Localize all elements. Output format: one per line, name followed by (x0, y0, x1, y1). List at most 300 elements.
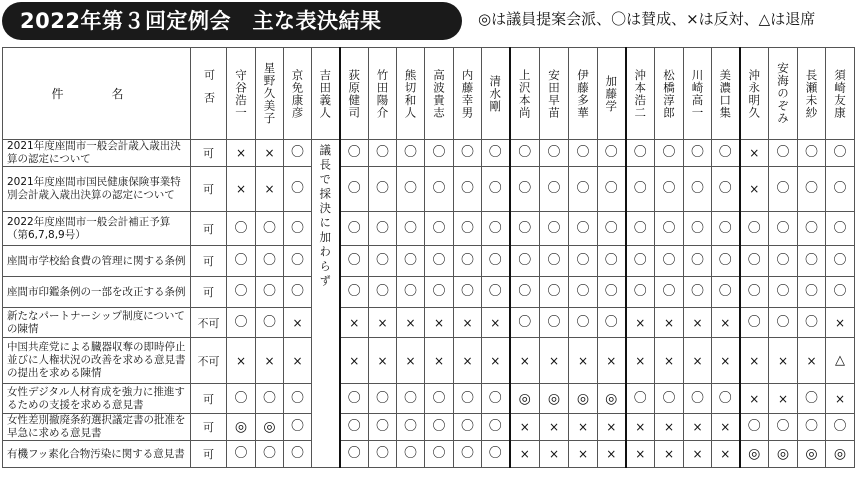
vote-mark: 〇 (833, 220, 847, 236)
bill-result: 可 (191, 414, 227, 441)
vote-mark: ◎ (547, 390, 561, 407)
vote-cell (684, 246, 712, 277)
vote-cell (684, 167, 712, 212)
vote-cell (598, 308, 626, 338)
vote-cell (798, 277, 826, 308)
vote-cell (425, 338, 454, 384)
vote-mark: × (548, 447, 560, 461)
vote-mark: 〇 (576, 314, 590, 330)
vote-cell (540, 414, 569, 441)
vote-mark: 〇 (804, 253, 818, 268)
vote-cell (340, 246, 369, 277)
vote-mark: 〇 (290, 284, 304, 299)
vote-cell (369, 384, 397, 414)
vote-cell (227, 140, 256, 167)
member-header (397, 48, 425, 140)
vote-mark: × (749, 353, 760, 368)
bill-row (3, 414, 855, 441)
vote-cell (540, 246, 569, 277)
vote-cell (769, 384, 798, 414)
vote-cell (397, 246, 425, 277)
vote-cell (454, 441, 482, 468)
bill-row (3, 338, 855, 384)
bill-name: 座間市学校給食費の管理に関する条例 (3, 246, 191, 277)
vote-mark: 〇 (747, 284, 761, 299)
vote-cell (369, 414, 397, 441)
vote-cell (740, 277, 769, 308)
member-name: 清水剛 (488, 74, 503, 113)
vote-mark: × (692, 353, 703, 368)
vote-cell (256, 308, 284, 338)
vote-cell (482, 212, 510, 246)
vote-cell (454, 167, 482, 212)
vote-mark: 〇 (347, 253, 361, 268)
vote-mark: 〇 (518, 181, 532, 196)
member-header (798, 48, 826, 140)
vote-cell (569, 384, 598, 414)
vote-cell (712, 277, 740, 308)
bill-row (3, 308, 855, 338)
vote-mark: 〇 (633, 284, 647, 299)
vote-cell (256, 246, 284, 277)
vote-cell (284, 441, 312, 468)
vote-mark: 〇 (375, 181, 389, 196)
bill-result: 不可 (191, 308, 227, 338)
vote-mark: 〇 (633, 390, 647, 406)
member-header (425, 48, 454, 140)
vote-cell (655, 338, 684, 384)
vote-cell (655, 212, 684, 246)
vote-mark: 〇 (403, 284, 417, 299)
vote-mark: 〇 (662, 145, 676, 160)
bill-name: 女性デジタル人材育成を強力に推進するための支援を求める意見書 (3, 384, 191, 414)
member-name: 松橋淳郎 (662, 68, 676, 119)
vote-mark: 〇 (290, 253, 304, 268)
member-name: 美濃口集 (718, 68, 733, 119)
vote-cell (740, 338, 769, 384)
vote-cell (340, 414, 369, 441)
vote-mark: ◎ (833, 446, 847, 462)
vote-cell (256, 212, 284, 246)
vote-cell (826, 140, 855, 167)
vote-cell (626, 338, 655, 384)
vote-cell (284, 338, 312, 384)
vote-mark: 〇 (833, 145, 847, 160)
vote-mark: 〇 (234, 253, 248, 268)
vote-mark: 〇 (375, 145, 389, 160)
vote-cell (655, 414, 684, 441)
vote-mark: 〇 (662, 181, 676, 196)
header-row (3, 48, 855, 140)
vote-mark: 〇 (375, 220, 389, 236)
vote-mark: 〇 (518, 253, 532, 268)
vote-mark: × (635, 315, 646, 330)
vote-cell (826, 167, 855, 212)
vote-mark: × (777, 353, 789, 368)
vote-mark: 〇 (604, 284, 618, 299)
vote-mark: 〇 (576, 284, 590, 299)
vote-cell (369, 308, 397, 338)
member-name: 内藤幸男 (460, 68, 475, 119)
vote-mark: × (548, 353, 560, 368)
vote-mark: 〇 (460, 419, 474, 434)
vote-cell (740, 384, 769, 414)
vote-cell (598, 277, 626, 308)
vote-cell (684, 384, 712, 414)
vote-cell (540, 277, 569, 308)
vote-mark: 〇 (403, 419, 417, 434)
vote-mark: ◎ (263, 419, 276, 435)
vote-mark: 〇 (690, 253, 704, 268)
vote-cell (712, 246, 740, 277)
vote-cell (798, 167, 826, 212)
vote-mark: × (577, 447, 589, 461)
vote-mark: 〇 (833, 253, 847, 268)
vote-cell (740, 140, 769, 167)
vote-cell (256, 414, 284, 441)
vote-cell (340, 212, 369, 246)
vote-cell (598, 246, 626, 277)
vote-cell (425, 140, 454, 167)
vote-cell (769, 414, 798, 441)
vote-mark: 〇 (403, 446, 417, 461)
vote-mark: 〇 (776, 181, 790, 196)
vote-mark: × (349, 315, 360, 330)
vote-cell (397, 338, 425, 384)
vote-cell (798, 441, 826, 468)
bill-row (3, 140, 855, 167)
vote-cell (569, 212, 598, 246)
vote-cell (227, 277, 256, 308)
vote-cell (540, 212, 569, 246)
vote-cell (684, 140, 712, 167)
vote-mark: 〇 (290, 181, 304, 196)
member-name: 上沢本尚 (517, 68, 532, 119)
vote-mark: 〇 (604, 314, 618, 330)
bill-name: 有機フッ素化合物汚染に関する意見書 (3, 441, 191, 468)
vote-cell (569, 277, 598, 308)
vote-mark: 〇 (633, 181, 647, 196)
member-header (256, 48, 284, 140)
vote-mark: 〇 (488, 284, 502, 299)
vote-cell (369, 441, 397, 468)
vote-mark: 〇 (347, 181, 361, 196)
member-header (740, 48, 769, 140)
vote-cell (798, 140, 826, 167)
vote-mark: 〇 (547, 145, 561, 160)
vote-cell (598, 338, 626, 384)
vote-mark: 〇 (690, 145, 704, 160)
vote-mark: 〇 (262, 390, 276, 406)
member-name: 京免康彦 (290, 68, 305, 119)
vote-cell (227, 441, 256, 468)
vote-mark: 〇 (347, 390, 361, 406)
vote-cell (482, 384, 510, 414)
vote-mark: 〇 (576, 181, 590, 196)
vote-cell (340, 277, 369, 308)
vote-mark: ◎ (776, 446, 790, 462)
vote-cell (740, 441, 769, 468)
vote-cell (655, 441, 684, 468)
member-name: 伊藤多華 (576, 68, 590, 119)
vote-mark: ◎ (518, 390, 531, 407)
vote-cell (482, 167, 510, 212)
vote-cell (340, 167, 369, 212)
vote-mark: × (577, 420, 589, 434)
vote-mark: × (292, 353, 303, 368)
vote-cell (569, 167, 598, 212)
vote-mark: 〇 (460, 220, 474, 236)
member-header (598, 48, 626, 140)
member-name: 川崎高一 (690, 68, 705, 119)
member-name: 長瀬未紗 (804, 68, 819, 119)
vote-mark: 〇 (633, 145, 647, 160)
vote-cell (769, 246, 798, 277)
vote-cell (826, 308, 855, 338)
vote-mark: 〇 (633, 253, 647, 268)
vote-cell (626, 414, 655, 441)
member-header (540, 48, 569, 140)
vote-mark: 〇 (403, 145, 417, 160)
member-name: 高波貴志 (432, 68, 446, 119)
member-header (340, 48, 369, 140)
vote-cell (510, 246, 540, 277)
vote-mark: 〇 (460, 446, 474, 461)
member-header (284, 48, 312, 140)
member-name: 須崎友康 (833, 68, 847, 119)
vote-cell (510, 338, 540, 384)
vote-mark: 〇 (403, 181, 417, 196)
member-header (655, 48, 684, 140)
vote-mark: 〇 (432, 220, 446, 236)
vote-cell (340, 308, 369, 338)
vote-mark: × (606, 420, 617, 434)
vote-cell (340, 140, 369, 167)
vote-cell (510, 140, 540, 167)
vote-mark: 〇 (690, 220, 704, 236)
vote-mark: ◎ (234, 419, 248, 435)
bill-row (3, 384, 855, 414)
vote-cell (397, 441, 425, 468)
vote-cell (369, 140, 397, 167)
vote-cell (798, 384, 826, 414)
vote-cell (284, 212, 312, 246)
vote-mark: × (663, 420, 675, 434)
vote-cell (540, 384, 569, 414)
vote-mark: 〇 (347, 284, 361, 299)
vote-cell (598, 414, 626, 441)
vote-mark: 〇 (432, 446, 446, 461)
bill-result: 可 (191, 277, 227, 308)
vote-cell (569, 414, 598, 441)
vote-cell (655, 384, 684, 414)
vote-mark: 〇 (747, 314, 761, 330)
vote-cell (712, 414, 740, 441)
vote-cell (369, 277, 397, 308)
vote-mark: 〇 (262, 446, 276, 461)
vote-cell (284, 167, 312, 212)
vote-cell (826, 441, 855, 468)
vote-cell (284, 277, 312, 308)
vote-mark: 〇 (234, 284, 248, 299)
vote-cell (798, 212, 826, 246)
vote-mark: 〇 (262, 284, 276, 299)
vote-mark: × (377, 315, 388, 330)
vote-cell (454, 308, 482, 338)
vote-mark: × (635, 420, 646, 434)
bill-result: 可 (191, 212, 227, 246)
vote-cell (482, 414, 510, 441)
vote-mark: 〇 (432, 419, 446, 434)
vote-mark: 〇 (234, 446, 248, 461)
vote-cell (425, 384, 454, 414)
bill-row (3, 167, 855, 212)
vote-cell (684, 277, 712, 308)
bill-result: 可 (191, 441, 227, 468)
vote-cell (684, 308, 712, 338)
vote-cell (369, 338, 397, 384)
vote-cell (482, 308, 510, 338)
vote-mark: 〇 (804, 284, 818, 299)
vote-cell (340, 384, 369, 414)
vote-cell (369, 246, 397, 277)
vote-cell (826, 384, 855, 414)
vote-mark: 〇 (547, 181, 561, 196)
vote-mark: 〇 (347, 145, 361, 160)
vote-cell (769, 277, 798, 308)
vote-mark: 〇 (804, 390, 818, 406)
vote-mark: 〇 (518, 220, 532, 236)
vote-mark: 〇 (460, 390, 474, 406)
vote-cell (482, 246, 510, 277)
vote-mark: 〇 (432, 390, 446, 406)
vote-mark: 〇 (747, 419, 761, 434)
vote-cell (454, 384, 482, 414)
vote-mark: 〇 (718, 220, 732, 236)
bill-name: 2022年度座間市一般会計補正予算（第6,7,8,9号） (3, 212, 191, 246)
vote-mark: × (519, 353, 530, 368)
vote-mark: 〇 (776, 314, 790, 330)
vote-cell (826, 277, 855, 308)
vote-cell (510, 212, 540, 246)
member-header (769, 48, 798, 140)
bill-result: 可 (191, 140, 227, 167)
vote-cell (482, 277, 510, 308)
vote-cell (769, 212, 798, 246)
vote-mark: × (462, 315, 473, 330)
vote-cell (454, 140, 482, 167)
bill-name: 2021年度座間市一般会計歳入歳出決算の認定について (3, 140, 191, 167)
vote-mark: × (405, 315, 416, 330)
vote-mark: 〇 (290, 145, 304, 160)
vote-cell (454, 277, 482, 308)
chair-note: 議長で採決に加わらず (318, 144, 333, 289)
vote-mark: × (749, 182, 760, 196)
member-name: 吉田義人 (318, 68, 333, 119)
vote-mark: 〇 (488, 181, 502, 196)
vote-cell (482, 140, 510, 167)
vote-mark: 〇 (718, 145, 732, 160)
vote-cell (227, 212, 256, 246)
vote-mark: 〇 (547, 220, 561, 236)
vote-mark: 〇 (488, 253, 502, 268)
member-header (626, 48, 655, 140)
vote-cell (712, 212, 740, 246)
vote-mark: 〇 (460, 284, 474, 299)
vote-cell (454, 338, 482, 384)
vote-mark: 〇 (375, 253, 389, 268)
vote-cell (655, 277, 684, 308)
vote-mark: × (577, 353, 589, 368)
vote-cell (626, 308, 655, 338)
vote-cell (510, 414, 540, 441)
vote-mark: 〇 (290, 446, 304, 461)
member-header (684, 48, 712, 140)
vote-mark: 〇 (804, 181, 818, 196)
bill-row (3, 246, 855, 277)
vote-cell (626, 140, 655, 167)
vote-cell (740, 167, 769, 212)
vote-cell (340, 338, 369, 384)
vote-cell (482, 441, 510, 468)
vote-mark: 〇 (262, 253, 276, 268)
vote-mark: × (635, 447, 646, 461)
vote-mark: ◎ (748, 446, 761, 462)
vote-mark: 〇 (460, 253, 474, 268)
vote-mark: 〇 (432, 145, 446, 160)
vote-cell (740, 308, 769, 338)
vote-cell (684, 414, 712, 441)
vote-cell (598, 167, 626, 212)
vote-mark: 〇 (690, 181, 704, 196)
vote-mark: 〇 (690, 284, 704, 299)
bill-result: 不可 (191, 338, 227, 384)
member-header (369, 48, 397, 140)
vote-cell (598, 140, 626, 167)
vote-cell (256, 384, 284, 414)
chair-abstain-cell (312, 140, 340, 468)
vote-mark: 〇 (747, 220, 761, 236)
vote-cell (826, 414, 855, 441)
vote-mark: ◎ (576, 390, 590, 407)
vote-mark: 〇 (776, 220, 790, 236)
vote-cell (798, 246, 826, 277)
member-name: 熊切和人 (403, 68, 418, 119)
vote-cell (655, 308, 684, 338)
vote-cell (798, 308, 826, 338)
vote-mark: 〇 (690, 390, 704, 406)
vote-cell (712, 140, 740, 167)
vote-cell (510, 441, 540, 468)
vote-mark: × (635, 353, 646, 368)
vote-mark: 〇 (576, 145, 590, 160)
vote-cell (569, 140, 598, 167)
vote-cell (284, 384, 312, 414)
vote-mark: × (606, 353, 617, 368)
vote-cell (655, 167, 684, 212)
vote-cell (655, 246, 684, 277)
vote-mark: × (548, 420, 560, 434)
member-name: 加藤学 (604, 74, 619, 113)
vote-mark: 〇 (662, 390, 676, 406)
vote-cell (769, 441, 798, 468)
member-name: 荻原健司 (347, 68, 362, 119)
vote-cell (740, 212, 769, 246)
vote-cell (256, 338, 284, 384)
vote-mark: 〇 (518, 284, 532, 299)
vote-mark: 〇 (403, 253, 417, 268)
vote-mark: 〇 (833, 419, 847, 434)
